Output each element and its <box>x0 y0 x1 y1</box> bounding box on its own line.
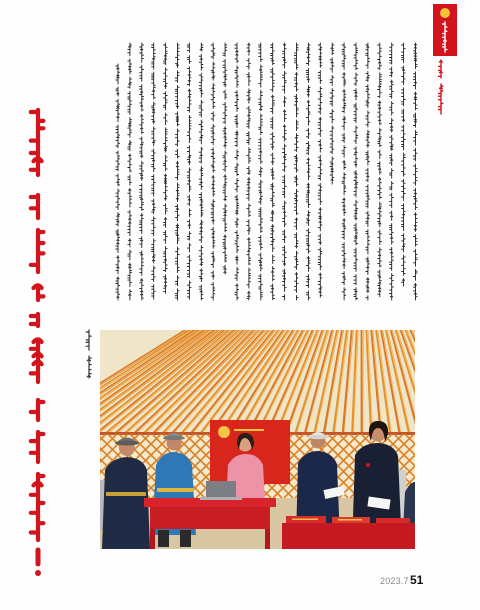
text-column <box>199 43 203 300</box>
book-title-stripe <box>338 519 362 521</box>
text-column <box>187 43 191 299</box>
text-column <box>402 43 406 286</box>
author-byline <box>80 328 98 380</box>
laptop <box>200 481 242 500</box>
text-column <box>330 43 334 184</box>
table-leg <box>150 529 155 549</box>
text-column <box>152 43 156 299</box>
text-column <box>318 43 322 297</box>
sash <box>157 488 194 492</box>
emblem-icon <box>440 8 450 18</box>
laptop-base <box>200 497 242 500</box>
issue-date: 2023.7 <box>380 576 409 586</box>
text-column <box>223 43 227 274</box>
boot <box>180 530 191 547</box>
section-label-glyphs <box>439 60 443 114</box>
title-exclamation-dot <box>35 570 41 576</box>
author-glyphs <box>86 330 91 378</box>
text-column <box>259 43 263 300</box>
red-cabinet <box>282 516 415 549</box>
table-leg <box>265 529 270 549</box>
text-column <box>306 43 310 300</box>
banner-stripe <box>234 429 264 431</box>
text-column <box>378 43 382 297</box>
table-apron <box>150 507 270 529</box>
laptop-screen <box>206 481 236 498</box>
banner-emblem-icon <box>218 426 230 438</box>
article-title <box>16 100 60 580</box>
text-column <box>283 43 287 300</box>
text-column <box>366 43 370 300</box>
section-tab-label <box>443 22 447 52</box>
boot <box>158 530 169 547</box>
text-column <box>128 43 132 300</box>
text-column <box>175 43 179 300</box>
section-tab-glyphs <box>443 22 447 52</box>
robe <box>102 457 150 549</box>
text-column <box>116 64 120 300</box>
text-column <box>235 43 239 300</box>
text-column <box>342 43 346 300</box>
article-body-text <box>112 38 424 304</box>
book <box>376 518 410 523</box>
book-title-stripe <box>292 519 318 521</box>
text-column <box>211 43 215 300</box>
sash <box>106 492 146 496</box>
text-column <box>164 43 168 293</box>
text-column <box>247 43 251 300</box>
article-photo <box>100 330 415 549</box>
title-glyphs <box>31 110 44 540</box>
text-column <box>390 43 394 300</box>
text-column <box>413 43 417 300</box>
page-number: 51 <box>410 573 424 587</box>
section-tab <box>433 4 457 56</box>
section-label <box>434 58 448 118</box>
text-column <box>271 43 275 300</box>
text-column <box>140 43 144 300</box>
text-column <box>294 43 298 300</box>
cap-brim <box>307 435 329 439</box>
text-column <box>354 43 358 300</box>
badge <box>366 463 370 467</box>
cabinet-body <box>282 523 415 549</box>
hat-brim <box>163 436 185 440</box>
hat-brim <box>115 441 139 446</box>
